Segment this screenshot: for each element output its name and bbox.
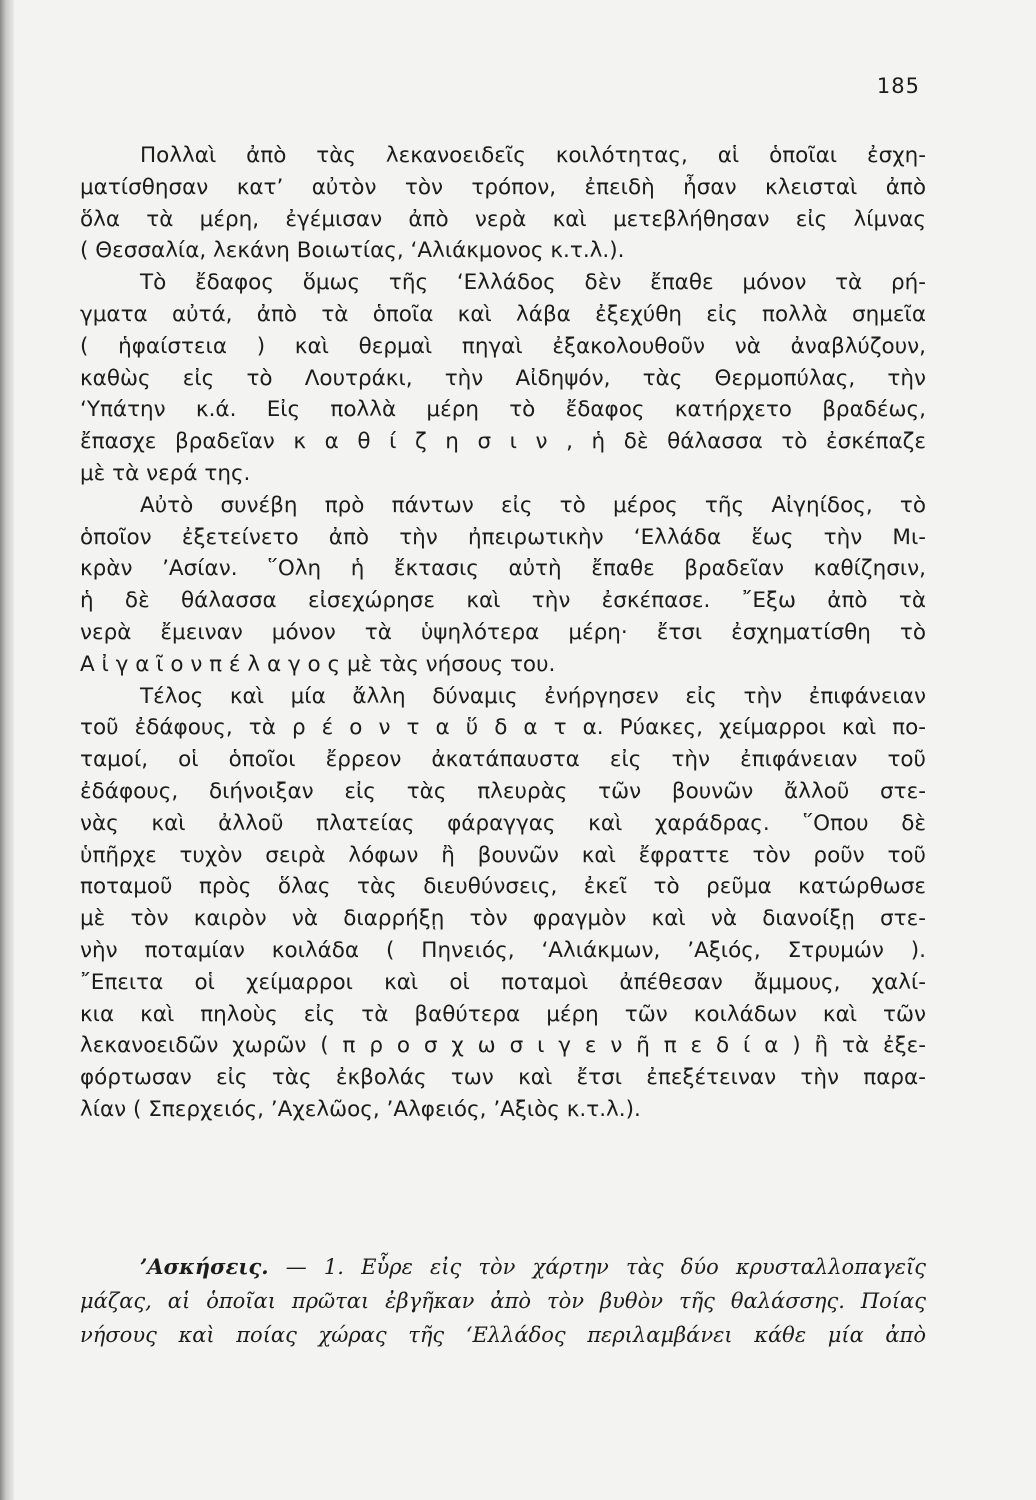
body-line: ( ἡφαίστεια ) καὶ θερμαὶ πηγαὶ ἐξακολουθοῦν νὰ ἀναβλύζουν, bbox=[80, 333, 926, 359]
body-line: ὅλα τὰ μέρη, ἐγέμισαν ἀπὸ νερὰ καὶ μετεβλήθησαν εἰς λίμνας bbox=[80, 206, 926, 232]
body-line: ῎Επειτα οἱ χείμαρροι καὶ οἱ ποταμοὶ ἀπέθεσαν ἄμμους, χαλί- bbox=[80, 969, 926, 995]
body-line: μὲ τὰ νερά της. bbox=[80, 460, 251, 486]
exercise-line: νήσους καὶ ποίας χώρας τῆς ‘Ελλάδος περιλαμβάνει κάθε μία ἀπὸ bbox=[80, 1323, 926, 1347]
page-number: 185 bbox=[876, 74, 920, 98]
body-line: φόρτωσαν εἰς τὰς ἐκβολάς των καὶ ἔτσι ἐπεξέτειναν τὴν παρα- bbox=[80, 1065, 926, 1091]
body-line: ματίσθησαν κατ’ αὐτὸν τὸν τρόπον, ἐπειδὴ ἦσαν κλεισταὶ ἀπὸ bbox=[80, 174, 926, 200]
body-line: νὴν ποταμίαν κοιλάδα ( Πηνειός, ‘Αλιάκμων, ’Αξιός, Στρυμών ). bbox=[80, 937, 926, 963]
body-line: κια καὶ πηλοὺς εἰς τὰ βαθύτερα μέρη τῶν κοιλάδων καὶ τῶν bbox=[80, 1001, 926, 1027]
body-line: κρὰν ’Ασίαν. ῞Ολη ἡ ἔκτασις αὐτὴ ἔπαθε βραδεῖαν καθίζησιν, bbox=[80, 556, 926, 582]
body-line: Τὸ ἔδαφος ὅμως τῆς ‘Ελλάδος δὲν ἔπαθε μόνον τὰ ρή- bbox=[140, 270, 926, 296]
body-line: λεκανοειδῶν χωρῶν ( π ρ ο σ χ ω σ ι γ ε ν ῆ π ε δ ί α ) ἢ τὰ ἐξε- bbox=[80, 1033, 926, 1059]
body-line: ὁποῖον ἐξετείνετο ἀπὸ τὴν ἠπειρωτικὴν ‘Ελλάδα ἕως τὴν Μι- bbox=[80, 524, 926, 550]
body-line: νὰς καὶ ἀλλοῦ πλατείας φάραγγας καὶ χαράδρας. ῞Οπου δὲ bbox=[80, 810, 926, 836]
body-line: ἐδάφους, διήνοιξαν εἰς τὰς πλευρὰς τῶν βουνῶν ἄλλοῦ στε- bbox=[80, 778, 926, 804]
body-line: ‘Υπάτην κ.ά. Εἰς πολλὰ μέρη τὸ ἔδαφος κατήρχετο βραδέως, bbox=[80, 397, 926, 423]
exercises-section bbox=[80, 1250, 926, 1352]
body-line: ( Θεσσαλία, λεκάνη Βοιωτίας, ‘Αλιάκμονος κ.τ.λ.). bbox=[80, 238, 625, 264]
body-text bbox=[80, 140, 926, 1126]
body-line: Τέλος καὶ μία ἄλλη δύναμις ἐνήργησεν εἰς τὴν ἐπιφάνειαν bbox=[140, 683, 926, 709]
body-line: νερὰ ἔμειναν μόνον τὰ ὑψηλότερα μέρη· ἔτσι ἐσχηματίσθη τὸ bbox=[80, 619, 926, 645]
body-line: τοῦ ἐδάφους, τὰ ρ έ ο ν τ α ὕ δ α τ α. Ρύακες, χείμαρροι καὶ πο- bbox=[80, 715, 926, 741]
body-line: Α ἰ γ α ῖ ο ν π έ λ α γ ο ς μὲ τὰς νήσους του. bbox=[80, 651, 556, 677]
page-binding-edge bbox=[0, 0, 14, 1500]
exercises-heading: ’Ασκήσεις. bbox=[140, 1254, 269, 1279]
body-line: ταμοί, οἱ ὁποῖοι ἔρρεον ἀκατάπαυστα εἰς τὴν ἐπιφάνειαν τοῦ bbox=[80, 747, 926, 773]
body-line: ἔπασχε βραδεῖαν κ α θ ί ζ η σ ι ν , ἡ δὲ θάλασσα τὸ ἐσκέπαζε bbox=[80, 429, 926, 455]
body-line: καθὼς εἰς τὸ Λουτράκι, τὴν Αἰδηψόν, τὰς Θερμοπύλας, τὴν bbox=[80, 365, 926, 391]
body-line: Αὐτὸ συνέβη πρὸ πάντων εἰς τὸ μέρος τῆς Αἰγηίδος, τὸ bbox=[140, 492, 926, 518]
exercise-line: μάζας, αἱ ὁποῖαι πρῶται ἐβγῆκαν ἀπὸ τὸν βυθὸν τῆς θαλάσσης. Ποίας bbox=[80, 1289, 926, 1313]
exercise-line bbox=[80, 1250, 926, 1284]
body-line: ὑπῆρχε τυχὸν σειρὰ λόφων ἢ βουνῶν καὶ ἔφραττε τὸν ροῦν τοῦ bbox=[80, 842, 926, 868]
body-line: μὲ τὸν καιρὸν νὰ διαρρήξῃ τὸν φραγμὸν καὶ νὰ διανοίξῃ στε- bbox=[80, 906, 926, 932]
body-line: ἡ δὲ θάλασσα εἰσεχώρησε καὶ τὴν ἐσκέπασε. ῎Εξω ἀπὸ τὰ bbox=[80, 588, 926, 614]
body-line: ποταμοῦ πρὸς ὅλας τὰς διευθύνσεις, ἐκεῖ τὸ ρεῦμα κατώρθωσε bbox=[80, 874, 926, 900]
body-line: λίαν ( Σπερχειός, ’Αχελῶος, ’Αλφειός, ’Αξιὸς κ.τ.λ.). bbox=[80, 1096, 641, 1122]
exercise-text: — 1. Εὗρε εἰς τὸν χάρτην τὰς δύο κρυσταλλοπαγεῖς bbox=[268, 1255, 926, 1279]
body-line: Πολλαὶ ἀπὸ τὰς λεκανοειδεῖς κοιλότητας, αἱ ὁποῖαι ἐσχη- bbox=[140, 143, 926, 168]
body-line: γματα αὐτά, ἀπὸ τὰ ὁποῖα καὶ λάβα ἐξεχύθη εἰς πολλὰ σημεῖα bbox=[80, 301, 926, 327]
